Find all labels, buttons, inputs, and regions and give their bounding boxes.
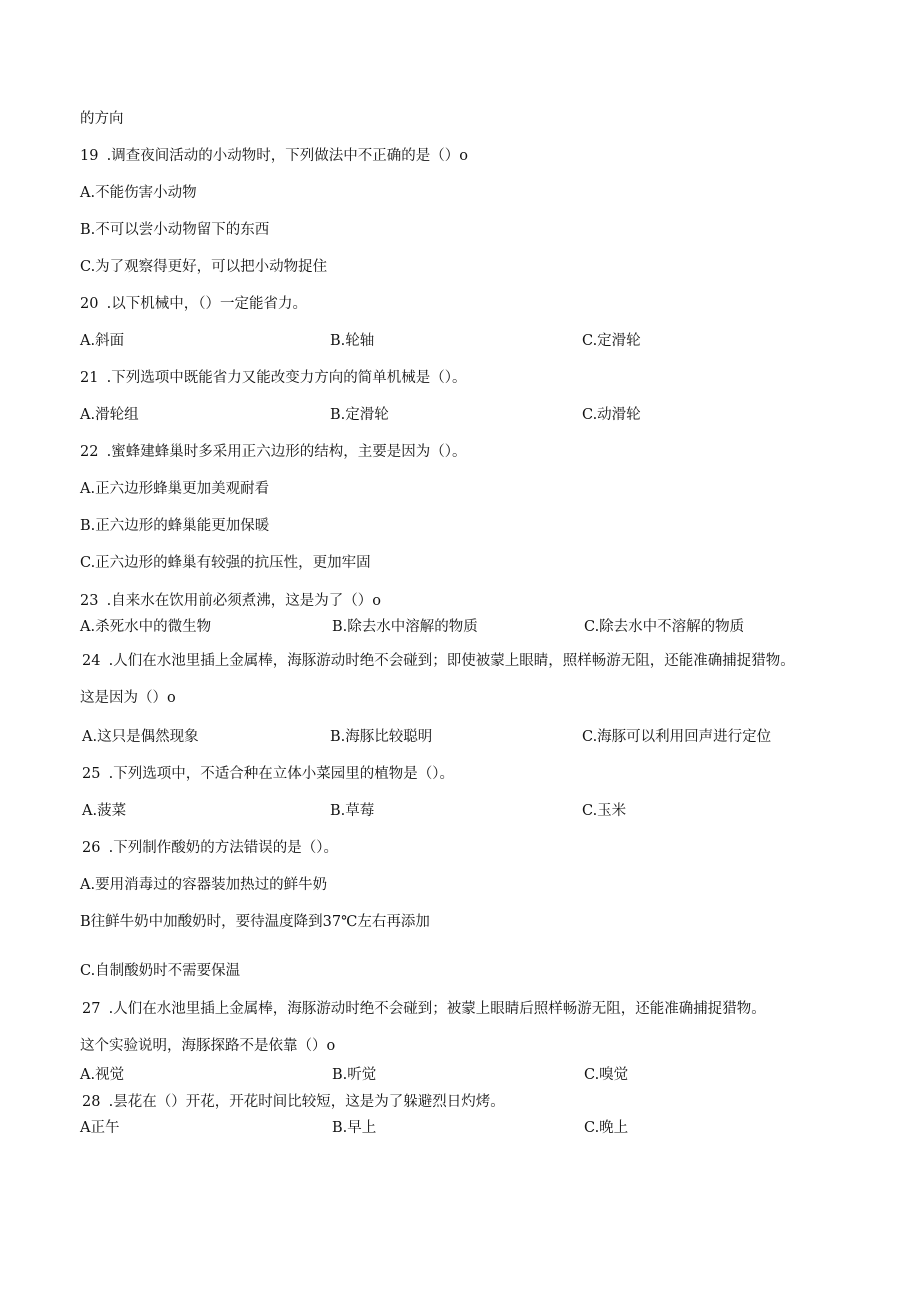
question-text-continued: 这是因为（）o xyxy=(80,690,176,706)
question-25 xyxy=(82,765,454,783)
question-text: .蜜蜂建蜂巢时多采用正六边形的结构，主要是因为（）。 xyxy=(106,444,467,460)
option-c: C.动滑轮 xyxy=(582,407,641,423)
option-c: C.为了观察得更好，可以把小动物捉住 xyxy=(80,259,328,275)
option-a: A.不能伤害小动物 xyxy=(80,185,197,201)
question-number: 25 xyxy=(82,766,101,782)
option-c: C.除去水中不溶解的物质 xyxy=(584,619,745,635)
option-c: C.玉米 xyxy=(582,803,627,819)
option-a: A.正六边形蜂巢更加美观耐看 xyxy=(80,481,270,497)
question-number: 19 xyxy=(80,148,99,164)
question-text: .调查夜间活动的小动物时，下列做法中不正确的是（）o xyxy=(106,148,468,164)
question-number: 27 xyxy=(82,1001,101,1017)
question-number: 28 xyxy=(82,1094,101,1110)
question-number: 24 xyxy=(82,653,101,669)
question-19 xyxy=(80,147,468,165)
option-b: B.正六边形的蜂巢能更加保暖 xyxy=(80,518,270,534)
option-b: B.海豚比较聪明 xyxy=(330,729,433,745)
option-b: B往鲜牛奶中加酸奶时，要待温度降到37℃左右再添加 xyxy=(80,914,430,930)
option-a: A.要用消毒过的容器装加热过的鲜牛奶 xyxy=(80,877,328,893)
question-23 xyxy=(80,592,381,610)
continued-text: 的方向 xyxy=(80,111,124,127)
option-c: C.海豚可以利用回声进行定位 xyxy=(582,729,772,745)
option-a: A.斜面 xyxy=(80,333,125,349)
option-a: A.菠菜 xyxy=(82,803,127,819)
option-b: B.除去水中溶解的物质 xyxy=(332,619,478,635)
question-text: .人们在水池里插上金属棒，海豚游动时绝不会碰到；即使被蒙上眼睛，照样畅游无阻，还能准确捕捉猎物。 xyxy=(108,653,795,669)
question-24 xyxy=(82,652,795,670)
question-22 xyxy=(80,443,466,461)
option-b: B.定滑轮 xyxy=(330,407,389,423)
option-c: C.定滑轮 xyxy=(582,333,641,349)
question-number: 23 xyxy=(80,593,99,609)
question-21 xyxy=(80,369,466,387)
question-28 xyxy=(82,1093,505,1111)
question-number: 21 xyxy=(80,370,99,386)
question-text: .下列制作酸奶的方法错误的是（）。 xyxy=(108,840,338,856)
option-b: B.轮轴 xyxy=(330,333,375,349)
question-26 xyxy=(82,839,338,857)
option-b: B.不可以尝小动物留下的东西 xyxy=(80,222,270,238)
option-c: C.晚上 xyxy=(584,1120,629,1136)
question-text: .昙花在（）开花，开花时间比较短，这是为了躲避烈日灼烤。 xyxy=(108,1094,505,1110)
question-text: .下列选项中，不适合种在立体小菜园里的植物是（）。 xyxy=(108,766,454,782)
question-number: 26 xyxy=(82,840,101,856)
question-text: .以下机械中，（）一定能省力。 xyxy=(106,296,307,312)
question-text-continued: 这个实验说明，海豚探路不是依靠（）o xyxy=(80,1038,336,1054)
question-20 xyxy=(80,295,307,313)
option-b: B.听觉 xyxy=(332,1067,377,1083)
option-c: C.嗅觉 xyxy=(584,1067,629,1083)
question-27 xyxy=(82,1000,766,1018)
option-b: B.早上 xyxy=(332,1120,377,1136)
option-a: A.这只是偶然现象 xyxy=(82,729,199,745)
question-number: 22 xyxy=(80,444,99,460)
question-text: .下列选项中既能省力又能改变力方向的简单机械是（）。 xyxy=(106,370,467,386)
question-number: 20 xyxy=(80,296,99,312)
option-c: C.自制酸奶时不需要保温 xyxy=(80,963,241,979)
option-c: C.正六边形的蜂巢有较强的抗压性，更加牢固 xyxy=(80,555,371,571)
option-a: A.滑轮组 xyxy=(80,407,139,423)
option-a: A正午 xyxy=(80,1120,120,1136)
option-a: A.杀死水中的微生物 xyxy=(80,619,212,635)
option-b: B.草莓 xyxy=(330,803,375,819)
question-text: .人们在水池里插上金属棒，海豚游动时绝不会碰到；被蒙上眼睛后照样畅游无阻，还能准确捕捉猎物。 xyxy=(108,1001,766,1017)
question-text: .自来水在饮用前必须煮沸，这是为了（）o xyxy=(106,593,381,609)
option-a: A.视觉 xyxy=(80,1067,125,1083)
